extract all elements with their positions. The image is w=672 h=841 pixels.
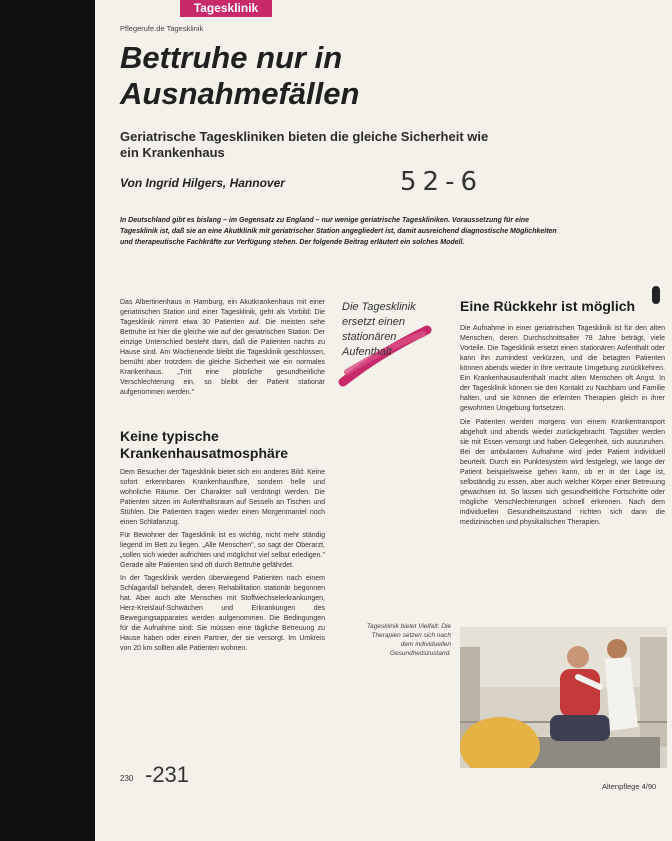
magazine-page (95, 0, 672, 841)
photo-caption: Tagesklinik bietet Vielfalt: Die Therapien setzen sich nach dem individuellen Gesundheitszustand. (366, 623, 451, 657)
title-line-2: Ausnahmefällen (120, 76, 360, 111)
body-paragraph: Das Albertinenhaus in Hamburg, ein Akutkrankenhaus mit einer geriatrischen Station und einer Tagesklinik, geht als Vorbild: Die Tagesklinik nimmt etwa 30 Patienten auf. Die meisten sehe Bettruhe ist hier die gleiche wie auf der geriatrischen Station. Der einzige Unterschied besteht darin, daß die Patienten nachts zu Hause sind. Am Wochenende bleibt die Tagesklinik geschlossen, bemüht aber trotzdem die gleiche Sicherheit wie ein normales Krankenhaus. „Tritt eine plötzliche gesundheitliche Verschlechterung ein, so bleibt der Patient stationär aufgenommen werden." (120, 299, 325, 396)
title-line-1: Bettruhe nur in (120, 40, 343, 75)
handwritten-note: 52-6 (400, 167, 484, 197)
body-paragraph: Für Bewohner der Tagesklinik ist es wichtig, nicht mehr ständig liegend im Bett zu liegen. „Alle Menschen", so sagt der Oberarzt, „sollen sich wieder aufrichten und möglichst viel selbst erledigen." Gerade alte Patienten sind oft durch Bettruhe gefährdet. (120, 532, 325, 569)
therapy-photo (460, 627, 667, 768)
footer-journal: Altenpflege 4/90 (602, 782, 657, 791)
body-paragraph: Die Patienten werden morgens von einem Krankentransport abgeholt und abends wieder zurückgebracht. Tagsüber werden sie mit Essen versorgt und haben Gelegenheit, sich auszuruhen. Bei der ambulanten Aufnahme wird jeder Patient individuell beurteilt. Durch ein Punktesystem wird festgelegt, wie lange der Patient beispielsweise gehen kann, ob er in der Lage ist, selbständig zu essen, aber auch welcher Körper einer Betreuung gewachsen ist. So lassen sich gesundheitliche Fortschritte oder mögliche Verschlechterungen schnell erkennen. Nach dem individuellen Gesundheitszustand richten sich dann die medizinischen und physikalischen Therapien. (460, 419, 665, 526)
handwritten-page-number: -231 (145, 762, 190, 787)
heading-atmosphere: Keine typische Krankenhausatmosphäre (120, 428, 289, 461)
body-paragraph: Dem Besucher der Tagesklinik bietet sich ein anderes Bild: Keine sofort erkennbaren Krankenhausflure, sondern helle und wohnliche Räume. Der Charakter soll verdrängt werden. Die Patienten sitzen im Aufenthaltsraum auf Sesseln an Tischen und Stühlen. Die Patienten tragen wieder einen Morgenmantel noch einen Schlafanzug. (120, 469, 325, 526)
body-paragraph: Die Aufnahme in einer geriatrischen Tagesklinik ist für den alten Menschen, deren Durchschnittsalter 78 Jahre beträgt, viele Vorteile. Die Tagesklinik ersetzt einen stationären Aufenthalt oder kann ihn zumindest verkürzen, und die betagten Patienten können abends wieder in ihre vertraute Umgebung zurückkehren. Ein Krankenhausaufenthalt macht alten Menschen oft Angst. In der Tagesklinik können sie den Kontakt zu Nachbarn und Familie halten, und sie können die erlernten Therapien gleich in ihrer gewohnten Umgebung fortsetzen. (460, 325, 665, 412)
path-label: Pflegerufe.de Tagesklinik (120, 24, 204, 33)
article-subtitle: Geriatrische Tageskliniken bieten die gleiche Sicherheit wie ein Krankenhaus (120, 129, 489, 160)
column-right (460, 298, 665, 528)
therapy-photo-illustration (460, 627, 667, 768)
heading-return: Eine Rückkehr ist möglich (460, 298, 636, 314)
column-left (120, 298, 325, 654)
section-tag: Tagesklinik (180, 0, 272, 17)
pull-quote: Die Tagesklinik ersetzt einen stationären Aufenthalt (342, 301, 416, 358)
page-number: 230 (120, 774, 134, 783)
intro-paragraph: In Deutschland gibt es bislang – im Gegensatz zu England – nur wenige geriatrische Tageskliniken. Voraussetzung für eine Tagesklinik ist, daß sie an eine Akutklinik mit geriatrischer Station angegliedert ist, damit ausreichend diagnostische Möglichkeiten und therapeutische Fachkräfte zur Verfügung stehen. Der folgende Beitrag erläutert ein solches Modell. (120, 217, 557, 246)
binding-edge-mark (652, 286, 660, 304)
author-line: Von Ingrid Hilgers, Hannover (120, 176, 285, 190)
article-title (120, 40, 359, 112)
body-paragraph: In der Tagesklinik werden überwiegend Patienten nach einem Schlaganfall behandelt, deren Rehabilitation stationär begonnen hat. Aber auch alte Menschen mit Stoffwechselerkrankungen, Herz-Kreislauf-Schwächen und Erkrankungen des Bewegungsapparates werden aufgenommen. Die Bedingungen für die Aufnahme sind: Sie müssen eine tägliche Betreuung zu Hause haben oder einen Partner, der sie versorgt. Im Umkreis von 20 km sollten alle Patienten wohnen. (120, 575, 325, 652)
